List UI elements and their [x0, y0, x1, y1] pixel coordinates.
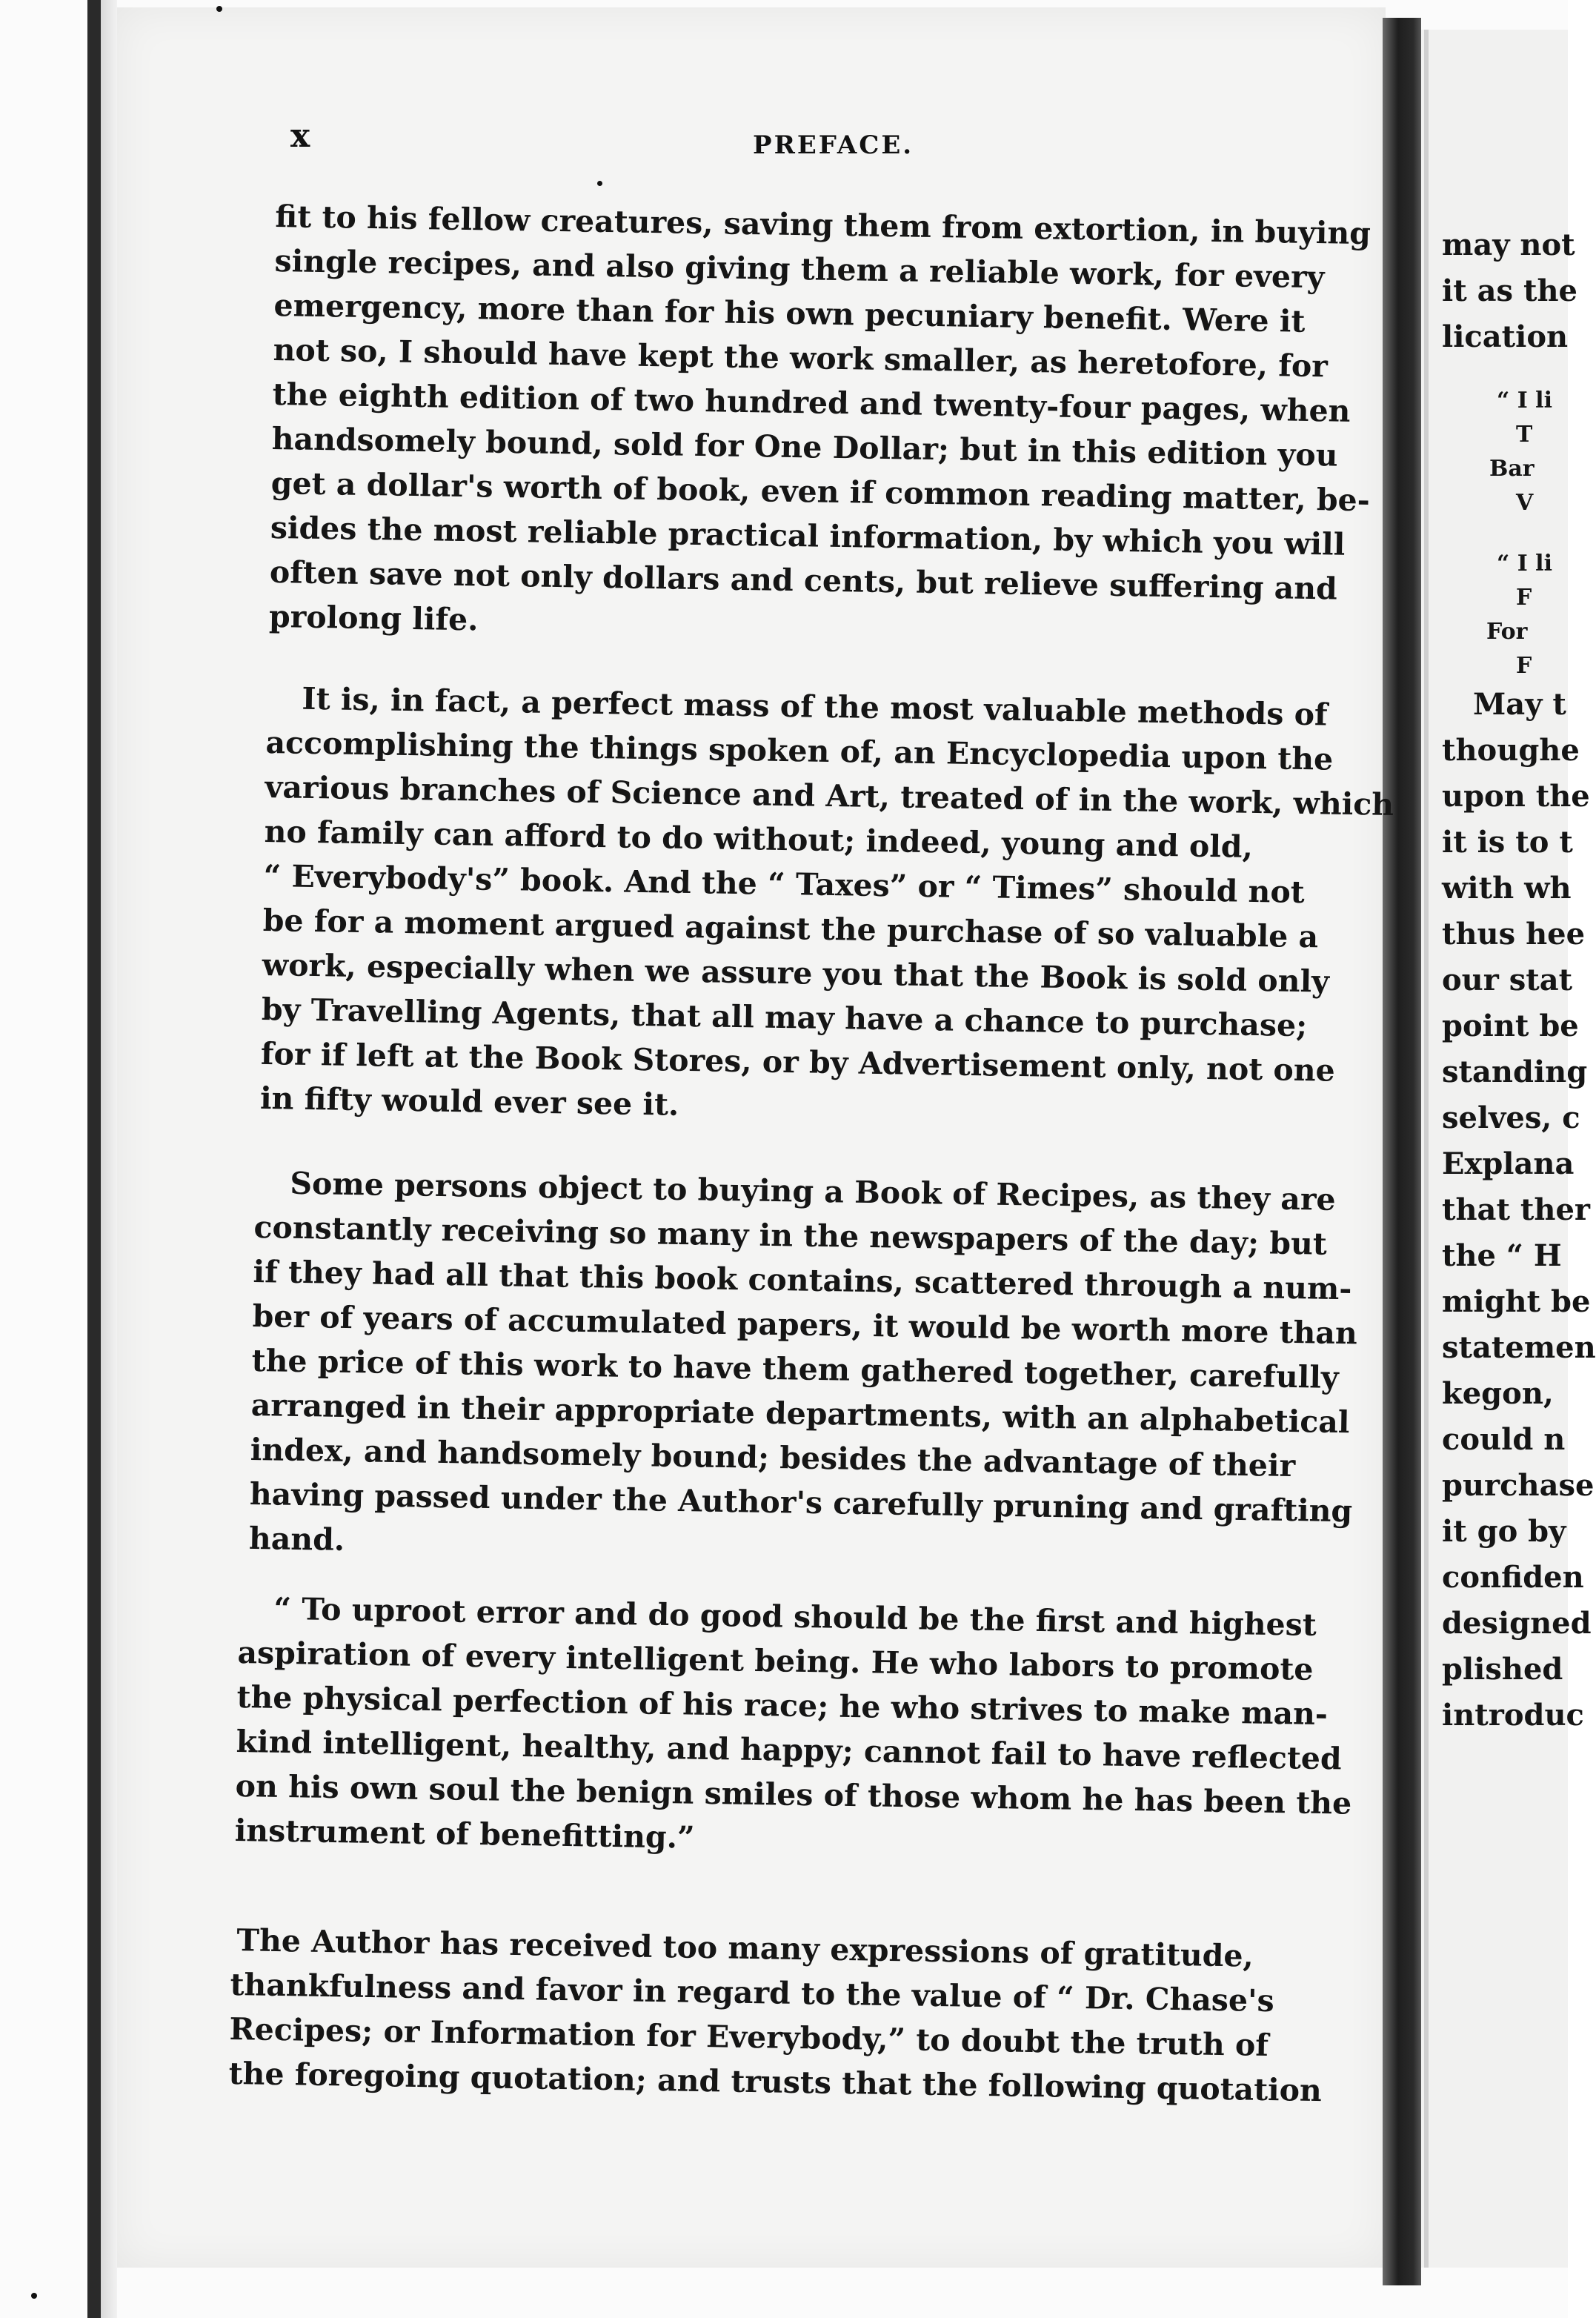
text-line: ber of years of accumulated papers, it would be worth more than — [252, 1298, 1358, 1352]
scan-speck — [216, 6, 222, 12]
facing-page-fragment-1 — [1442, 222, 1577, 360]
text-line: that ther — [1442, 1192, 1590, 1227]
text-line: Some persons object to buying a Book of Recipes, as they are — [290, 1165, 1336, 1218]
text-line: V — [1516, 490, 1534, 516]
paragraph-2 — [260, 676, 1408, 1138]
text-line: selves, c — [1442, 1100, 1580, 1135]
text-line: on his own soul the benign smiles of those whom he has been the — [235, 1767, 1352, 1821]
text-line: thus hee — [1442, 917, 1586, 952]
text-line: prolong life. — [268, 598, 479, 638]
text-line: “ I li — [1497, 388, 1552, 414]
text-line: emergency, more than for his own pecuniary benefit. Were it — [273, 287, 1306, 339]
paragraph-3 — [249, 1160, 1396, 1578]
text-line: plished — [1442, 1652, 1563, 1687]
text-line: could n — [1442, 1422, 1566, 1457]
text-line: confiden — [1442, 1560, 1584, 1595]
text-line: if they had all that this book contains, scattered through a num- — [253, 1253, 1352, 1307]
text-line: the eighth edition of two hundred and twenty-four pages, when — [272, 376, 1351, 429]
text-line: the “ H — [1442, 1238, 1562, 1273]
text-line: it is to t — [1442, 825, 1573, 860]
text-line: constantly receiving so many in the newspapers of the day; but — [253, 1209, 1328, 1262]
text-line: It is, in fact, a perfect mass of the most valuable methods of — [302, 680, 1329, 733]
page-heading: PREFACE. — [753, 130, 914, 160]
text-line: thankfulness and favor in regard to the value of “ Dr. Chase's — [230, 1966, 1275, 2019]
text-line: may not — [1442, 228, 1575, 262]
text-line: point be — [1442, 1009, 1579, 1043]
text-line: the price of this work to have them gathered together, carefully — [251, 1342, 1340, 1396]
text-line: introduc — [1442, 1698, 1584, 1733]
text-line: T — [1516, 422, 1533, 448]
text-line: in fifty would ever see it. — [259, 1080, 679, 1123]
text-line: our stat — [1442, 963, 1573, 997]
text-line: no family can afford to do without; indeed, young and old, — [264, 813, 1254, 865]
text-line: standing — [1442, 1055, 1588, 1089]
text-line: “ I li — [1497, 551, 1552, 577]
text-line: various branches of Science and Art, treated of in the work, which — [265, 768, 1394, 823]
text-line: for if left at the Book Stores, or by Advertisement only, not one — [260, 1035, 1336, 1089]
text-line: might be — [1442, 1284, 1591, 1319]
facing-page-edge — [1424, 30, 1429, 2268]
text-line: accomplishing the things spoken of, an Encyclopedia upon the — [265, 724, 1334, 777]
text-line: “ To uproot error and do good should be the first and highest — [273, 1590, 1317, 1643]
text-line: arranged in their appropriate departments, with an alphabetical — [250, 1387, 1350, 1441]
text-line: work, especially when we assure you that the Book is sold only — [262, 946, 1330, 1000]
text-line: designed — [1442, 1606, 1592, 1641]
page-number: x — [290, 117, 312, 155]
text-line: May t — [1473, 687, 1566, 722]
text-line: statemen — [1442, 1330, 1596, 1365]
scan-left-edge — [87, 0, 101, 2318]
text-line: having passed under the Author's carefully pruning and grafting — [249, 1475, 1353, 1530]
text-line: index, and handsomely bound; besides the advantage of their — [250, 1431, 1296, 1484]
facing-page-fragment-4 — [1442, 682, 1596, 1738]
text-line: hand. — [248, 1520, 345, 1558]
text-line: upon the — [1442, 779, 1590, 814]
text-line: single recipes, and also giving them a reliable work, for every — [274, 242, 1325, 296]
text-line: purchase — [1442, 1468, 1595, 1503]
scan-speck — [31, 2293, 37, 2299]
text-line: kegon, — [1442, 1376, 1554, 1411]
text-line: it as the — [1442, 273, 1577, 308]
text-line: the foregoing quotation; and trusts that the following quotation — [228, 2055, 1323, 2109]
text-line: not so, I should have kept the work smaller, as heretofore, for — [273, 331, 1329, 385]
text-line: often save not only dollars and cents, but relieve suffering and — [269, 554, 1338, 607]
text-line: fit to his fellow creatures, saving them from extortion, in buying — [275, 198, 1371, 252]
text-line: get a dollar's worth of book, even if common reading matter, be- — [270, 465, 1371, 519]
text-line: For — [1486, 619, 1528, 645]
scan-speck — [597, 181, 602, 186]
text-line: handsomely bound, sold for One Dollar; but in this edition you — [271, 420, 1338, 474]
text-line: Bar — [1489, 456, 1535, 482]
text-line: be for a moment argued against the purchase of so valuable a — [262, 902, 1319, 955]
text-line: instrument of benefitting.” — [234, 1812, 695, 1856]
text-line: the physical perfection of his race; he who strives to make man- — [236, 1678, 1329, 1733]
text-line: thoughe — [1442, 733, 1580, 768]
text-line: it go by — [1442, 1514, 1566, 1549]
text-line: aspiration of every intelligent being. He who labors to promote — [237, 1634, 1314, 1687]
left-page-edge — [101, 0, 117, 2318]
text-line: Recipes; or Information for Everybody,” to doubt the truth of — [229, 2010, 1269, 2064]
facing-page-fragment-2 — [1442, 384, 1568, 520]
facing-page-fragment-3 — [1442, 547, 1568, 683]
text-line: The Author has received too many expressions of gratitude, — [236, 1922, 1254, 1974]
text-line: F — [1516, 585, 1532, 611]
text-line: sides the most reliable practical information, by which you will — [270, 509, 1346, 562]
text-line: F — [1516, 653, 1532, 679]
text-line: by Travelling Agents, that all may have a chance to purchase; — [261, 991, 1308, 1044]
text-line: “ Everybody's” book. And the “ Taxes” or “ Times” should not — [263, 857, 1306, 911]
paragraph-5 — [228, 1918, 1372, 2113]
paragraph-1 — [269, 194, 1417, 657]
text-line: with wh — [1442, 871, 1572, 906]
text-line: Explana — [1442, 1146, 1575, 1181]
text-line: kind intelligent, healthy, and happy; cannot fail to have reflected — [236, 1723, 1343, 1777]
text-line: lication — [1442, 319, 1569, 354]
quotation-paragraph — [234, 1586, 1379, 1870]
